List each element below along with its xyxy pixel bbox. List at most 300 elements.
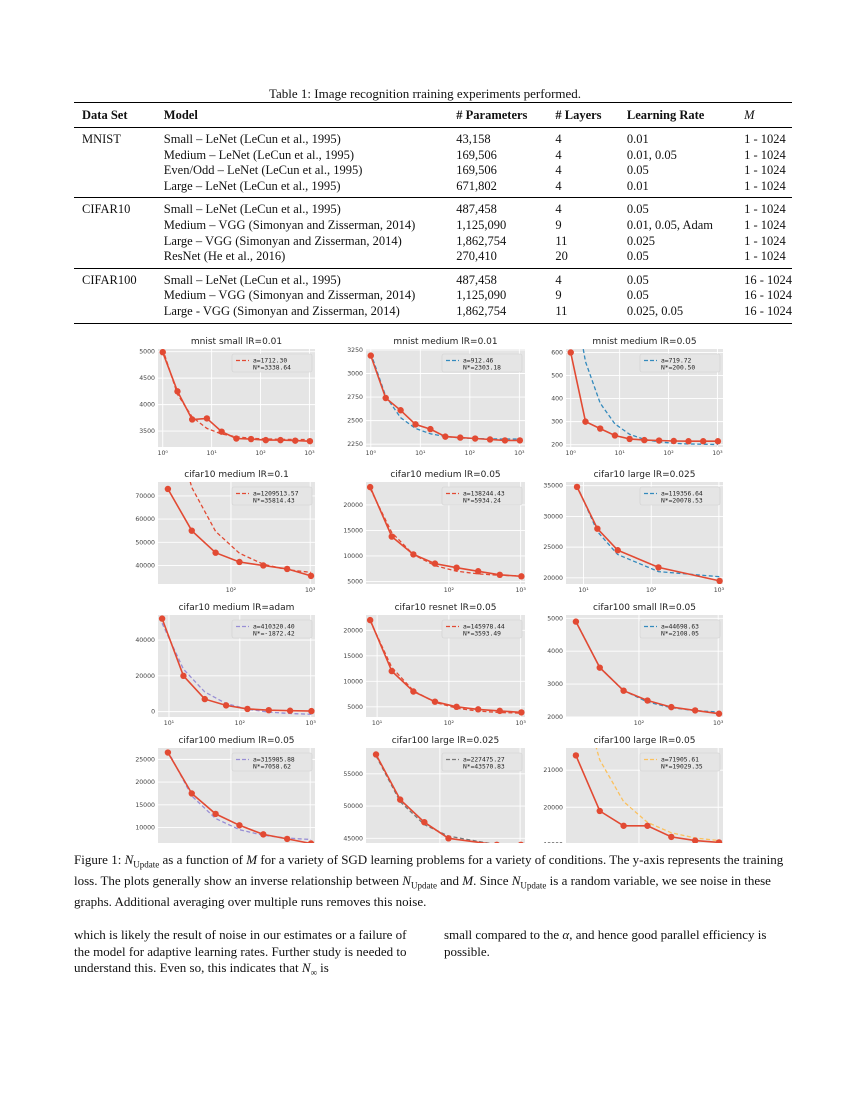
plot-title: cifar10 resnet lR=0.05 bbox=[394, 603, 497, 613]
data-point bbox=[671, 438, 677, 444]
data-point bbox=[432, 560, 438, 566]
y-tick-label: 15000 bbox=[135, 801, 155, 809]
y-tick-label: 4000 bbox=[139, 401, 155, 409]
table-row bbox=[74, 218, 792, 234]
table-cell: 4 bbox=[555, 163, 562, 178]
legend-label: a=912.46 bbox=[463, 357, 494, 365]
subplot bbox=[343, 470, 526, 594]
table-row bbox=[74, 198, 792, 218]
table-cell: 4 bbox=[547, 179, 619, 198]
table-cell bbox=[74, 234, 156, 250]
legend-label: a=410320.40 bbox=[253, 623, 295, 631]
data-point bbox=[236, 822, 242, 828]
data-point bbox=[277, 437, 283, 443]
legend-label: a=138244.43 bbox=[463, 490, 505, 498]
table-cell: Medium – LeNet (LeCun et al., 1995) bbox=[163, 147, 355, 162]
plot-title: cifar100 large lR=0.05 bbox=[593, 736, 696, 746]
figure-plots bbox=[0, 328, 850, 843]
table-cell: 1 - 1024 bbox=[736, 179, 792, 198]
subplot bbox=[135, 603, 316, 727]
data-point bbox=[397, 407, 403, 413]
plot-title: cifar10 medium lR=0.1 bbox=[184, 470, 289, 480]
table-cell bbox=[74, 148, 156, 164]
table-cell: 16 - 1024 bbox=[744, 288, 792, 303]
data-point bbox=[248, 436, 254, 442]
data-point bbox=[223, 702, 229, 708]
data-point bbox=[644, 697, 650, 703]
col-header-model: Model bbox=[156, 103, 448, 128]
x-tick-label: 10² bbox=[464, 450, 476, 457]
y-tick-label: 300 bbox=[551, 418, 563, 426]
data-point bbox=[655, 564, 661, 570]
table-cell: 487,458 bbox=[456, 202, 497, 217]
table-cell: 1 - 1024 bbox=[744, 217, 786, 232]
table-cell: 671,802 bbox=[448, 179, 547, 198]
y-tick-label: 60000 bbox=[135, 516, 155, 524]
subplot bbox=[135, 736, 316, 843]
y-tick-label: 50000 bbox=[343, 803, 363, 811]
data-point bbox=[308, 708, 314, 714]
legend-label: N*=5934.24 bbox=[463, 497, 501, 505]
data-point bbox=[656, 437, 662, 443]
table-cell: 11 bbox=[555, 233, 568, 248]
data-point bbox=[212, 811, 218, 817]
y-tick-label: 15000 bbox=[343, 652, 363, 660]
experiments-table bbox=[74, 102, 792, 324]
col-header-dataset: Data Set bbox=[74, 103, 156, 128]
x-tick-label: 10⁰ bbox=[157, 450, 168, 457]
data-point bbox=[517, 437, 523, 443]
legend-label: a=315985.88 bbox=[253, 756, 295, 764]
data-point bbox=[620, 823, 626, 829]
data-point bbox=[497, 708, 503, 714]
y-tick-label: 25000 bbox=[135, 756, 155, 764]
y-tick-label: 20000 bbox=[543, 574, 563, 582]
y-tick-label: 45000 bbox=[343, 835, 363, 843]
data-point bbox=[685, 438, 691, 444]
legend-label: N*=200.50 bbox=[661, 364, 696, 372]
data-point bbox=[260, 831, 266, 837]
data-point bbox=[612, 432, 618, 438]
y-tick-label: 10000 bbox=[343, 552, 363, 560]
table-cell: 16 - 1024 bbox=[744, 272, 792, 287]
data-point bbox=[367, 484, 373, 490]
subplot bbox=[547, 603, 724, 727]
y-tick-label: 30000 bbox=[543, 513, 563, 521]
data-point bbox=[715, 438, 721, 444]
data-point bbox=[716, 578, 722, 584]
y-tick-label: 5000 bbox=[139, 348, 155, 356]
data-point bbox=[432, 699, 438, 705]
x-tick-label: 10¹ bbox=[415, 450, 426, 457]
data-point bbox=[284, 836, 290, 842]
table-cell: 1 - 1024 bbox=[744, 147, 786, 162]
data-point bbox=[236, 559, 242, 565]
y-tick-label: 2000 bbox=[547, 714, 563, 721]
x-tick-label: 10³ bbox=[712, 450, 723, 457]
data-point bbox=[367, 617, 373, 623]
data-point bbox=[475, 568, 481, 574]
table-cell bbox=[74, 249, 156, 268]
y-tick-label: 10000 bbox=[135, 824, 155, 832]
data-point bbox=[165, 749, 171, 755]
y-tick-label: 20000 bbox=[135, 779, 155, 787]
y-tick-label bbox=[543, 841, 563, 843]
data-point bbox=[518, 573, 524, 579]
y-tick-label: 20000 bbox=[343, 627, 363, 635]
data-point bbox=[421, 819, 427, 825]
table-cell: Medium – VGG (Simonyan and Zisserman, 2014) bbox=[163, 217, 416, 232]
y-tick-label: 2500 bbox=[347, 417, 363, 425]
x-tick-label: 10¹ bbox=[614, 450, 625, 457]
x-tick-label: 10² bbox=[234, 720, 246, 727]
data-point bbox=[218, 428, 224, 434]
y-tick-label: 500 bbox=[551, 372, 563, 380]
table-cell: 1 - 1024 bbox=[744, 202, 786, 217]
data-point bbox=[389, 668, 395, 674]
table-cell: 1 - 1024 bbox=[744, 163, 786, 178]
table-cell: 487,458 bbox=[456, 272, 497, 287]
table-row bbox=[74, 249, 792, 268]
x-tick-label: 10² bbox=[255, 450, 266, 457]
table-cell: Large – VGG (Simonyan and Zisserman, 2014) bbox=[163, 233, 402, 248]
table-cell: 9 bbox=[555, 217, 562, 232]
x-tick-label: 10² bbox=[646, 587, 657, 594]
x-tick-label: 10² bbox=[225, 587, 237, 594]
data-point bbox=[180, 673, 186, 679]
col-header-params: # Parameters bbox=[448, 103, 547, 128]
x-tick-label: 10² bbox=[663, 450, 674, 457]
subplot bbox=[139, 337, 315, 457]
legend-label: a=71905.61 bbox=[661, 756, 699, 764]
data-point bbox=[692, 707, 698, 713]
table-cell: Even/Odd – LeNet (LeCun et al., 1995) bbox=[163, 163, 363, 178]
data-point bbox=[412, 421, 418, 427]
x-tick-label: 10² bbox=[443, 587, 455, 594]
data-point bbox=[189, 790, 195, 796]
y-tick-label: 10000 bbox=[343, 678, 363, 686]
table-cell: 0.05 bbox=[619, 249, 736, 268]
data-point bbox=[263, 437, 269, 443]
data-point bbox=[383, 395, 389, 401]
data-point bbox=[189, 416, 195, 422]
data-point bbox=[573, 752, 579, 758]
table-cell: ResNet (He et al., 2016) bbox=[156, 249, 448, 268]
legend-label: N*=-1872.42 bbox=[253, 630, 295, 638]
table-cell: 16 - 1024 bbox=[736, 304, 792, 323]
table-cell: 11 bbox=[547, 304, 619, 323]
data-point bbox=[487, 436, 493, 442]
y-tick-label: 50000 bbox=[135, 539, 155, 547]
y-tick-label: 3000 bbox=[547, 681, 563, 689]
y-tick-label: 40000 bbox=[135, 562, 155, 570]
x-tick-label: 10³ bbox=[515, 587, 526, 594]
x-tick-label: 10¹ bbox=[578, 587, 589, 594]
table-cell: 0.025 bbox=[626, 233, 656, 248]
table-cell: Small – LeNet (LeCun et al., 1995) bbox=[163, 132, 341, 146]
plot-title: mnist small lR=0.01 bbox=[190, 337, 283, 347]
table-cell: 1 - 1024 bbox=[744, 233, 786, 248]
table-cell: Large - VGG (Simonyan and Zisserman, 2014) bbox=[156, 304, 448, 323]
col-header-m: M bbox=[736, 103, 792, 128]
legend-label: N*=2108.05 bbox=[661, 630, 699, 638]
y-tick-label: 400 bbox=[551, 395, 563, 403]
table-cell: Large – LeNet (LeCun et al., 1995) bbox=[156, 179, 448, 198]
x-tick-label: 10⁰ bbox=[365, 450, 376, 457]
x-tick-label: 10³ bbox=[514, 450, 525, 457]
table-cell: 169,506 bbox=[456, 147, 497, 162]
data-point bbox=[597, 425, 603, 431]
table-cell bbox=[74, 304, 156, 323]
x-tick-label: 10² bbox=[633, 720, 645, 727]
table-cell: Small – LeNet (LeCun et al., 1995) bbox=[163, 272, 341, 287]
table-cell: 43,158 bbox=[456, 132, 491, 146]
body-text-left: which is likely the result of noise in our estimates or a failure of the model for adaptive learning rates. Further study is needed to understand this. Even so, this indicates that $N_\infty$ is bbox=[74, 927, 407, 978]
table-row bbox=[74, 163, 792, 179]
table-cell: 4 bbox=[555, 132, 562, 146]
data-point bbox=[165, 486, 171, 492]
plot-title: mnist medium lR=0.05 bbox=[592, 337, 697, 347]
data-point bbox=[204, 415, 210, 421]
table-cell: MNIST bbox=[82, 132, 121, 146]
data-point bbox=[174, 388, 180, 394]
table-cell: Medium – VGG (Simonyan and Zisserman, 2014) bbox=[163, 288, 416, 303]
table-row bbox=[74, 148, 792, 164]
subplot bbox=[343, 603, 526, 727]
y-tick-label: 40000 bbox=[135, 637, 155, 645]
table-cell: 4 bbox=[555, 272, 562, 287]
data-point bbox=[597, 664, 603, 670]
table-cell: 1,862,754 bbox=[456, 233, 507, 248]
y-tick-label: 20000 bbox=[543, 804, 563, 812]
data-point bbox=[202, 696, 208, 702]
data-point bbox=[475, 706, 481, 712]
y-tick-label: 2250 bbox=[347, 441, 363, 449]
table-cell: 1 - 1024 bbox=[736, 249, 792, 268]
y-tick-label: 70000 bbox=[135, 492, 155, 500]
table-cell bbox=[74, 179, 156, 198]
y-tick-label: 2750 bbox=[347, 394, 363, 402]
legend-label: N*=7058.62 bbox=[253, 763, 291, 771]
y-tick-label: 35000 bbox=[543, 482, 563, 490]
table-cell bbox=[74, 218, 156, 234]
data-point bbox=[410, 551, 416, 557]
legend-label: a=1209513.57 bbox=[253, 490, 299, 498]
y-tick-label: 5000 bbox=[347, 703, 363, 711]
data-point bbox=[574, 484, 580, 490]
table-cell: 0.01 bbox=[626, 132, 649, 146]
body-text-right: small compared to the α, and hence good parallel efficiency is possible. bbox=[444, 927, 767, 959]
data-point bbox=[641, 437, 647, 443]
plot-title: cifar10 medium lR=adam bbox=[178, 603, 295, 613]
data-point bbox=[497, 572, 503, 578]
data-point bbox=[597, 808, 603, 814]
y-tick-label: 5000 bbox=[547, 615, 563, 623]
table-cell: 169,506 bbox=[456, 163, 497, 178]
col-header-lr: Learning Rate bbox=[619, 103, 736, 128]
data-point bbox=[212, 550, 218, 556]
x-tick-label: 10⁰ bbox=[565, 450, 576, 457]
table-cell: 0.01, 0.05, Adam bbox=[626, 217, 714, 232]
y-tick-label: 0 bbox=[151, 708, 155, 716]
table-cell: 0.05 bbox=[626, 163, 649, 178]
table-cell: 1 - 1024 bbox=[744, 132, 786, 146]
table-cell: 1,862,754 bbox=[448, 304, 547, 323]
table-cell: CIFAR100 bbox=[82, 272, 137, 287]
plot-title: cifar100 small lR=0.05 bbox=[592, 603, 697, 613]
plot-title: mnist medium lR=0.01 bbox=[393, 337, 498, 347]
x-tick-label: 10¹ bbox=[371, 720, 383, 727]
data-point bbox=[582, 418, 588, 424]
data-point bbox=[472, 435, 478, 441]
data-point bbox=[244, 706, 250, 712]
legend-label: a=145978.44 bbox=[463, 623, 505, 631]
table-row bbox=[74, 179, 792, 198]
data-point bbox=[307, 438, 313, 444]
y-tick-label: 4500 bbox=[139, 375, 155, 383]
table-cell: 0.01, 0.05 bbox=[626, 147, 677, 162]
legend-label: N*=3593.49 bbox=[463, 630, 501, 638]
subplot bbox=[347, 337, 525, 457]
data-point bbox=[287, 708, 293, 714]
plot-title: cifar100 large lR=0.025 bbox=[391, 736, 500, 746]
table-row bbox=[74, 234, 792, 250]
legend-label: N*=2303.18 bbox=[463, 364, 501, 372]
col-header-layers: # Layers bbox=[547, 103, 619, 128]
x-tick-label: 10³ bbox=[713, 720, 724, 727]
data-point bbox=[410, 688, 416, 694]
data-point bbox=[716, 711, 722, 717]
y-tick-label: 4000 bbox=[547, 648, 563, 656]
data-point bbox=[453, 564, 459, 570]
legend-label: N*=19029.35 bbox=[661, 763, 703, 771]
data-point bbox=[644, 823, 650, 829]
x-tick-label: 10² bbox=[443, 720, 455, 727]
legend-label: a=119356.64 bbox=[661, 490, 703, 498]
data-point bbox=[502, 437, 508, 443]
table-cell: 4 bbox=[555, 147, 562, 162]
y-tick-label: 3250 bbox=[347, 346, 363, 354]
subplot bbox=[543, 470, 724, 594]
table-row bbox=[74, 128, 792, 148]
table-cell: 4 bbox=[555, 202, 562, 217]
data-point bbox=[368, 352, 374, 358]
table-cell: 270,410 bbox=[448, 249, 547, 268]
data-point bbox=[453, 704, 459, 710]
table-row bbox=[74, 288, 792, 304]
legend-label: a=719.72 bbox=[661, 357, 692, 365]
y-tick-label: 21000 bbox=[543, 767, 563, 775]
data-point bbox=[518, 709, 524, 715]
y-tick-label: 20000 bbox=[343, 501, 363, 509]
y-tick-label: 3000 bbox=[347, 370, 363, 378]
x-tick-label: 10¹ bbox=[163, 720, 175, 727]
data-point bbox=[668, 834, 674, 840]
legend-label: N*=35814.43 bbox=[253, 497, 295, 505]
table-cell: 1,125,090 bbox=[456, 217, 507, 232]
table-cell: 0.05 bbox=[626, 288, 649, 303]
data-point bbox=[573, 618, 579, 624]
y-tick-label: 25000 bbox=[543, 544, 563, 552]
table-cell: 0.05 bbox=[626, 202, 649, 217]
data-point bbox=[189, 527, 195, 533]
data-point bbox=[160, 349, 166, 355]
table-row bbox=[74, 304, 792, 323]
data-point bbox=[266, 707, 272, 713]
table-cell: 0.025, 0.05 bbox=[619, 304, 736, 323]
table-cell bbox=[74, 288, 156, 304]
legend-label: a=44698.63 bbox=[661, 623, 699, 631]
legend-label: N*=20078.53 bbox=[661, 497, 703, 505]
data-point bbox=[284, 566, 290, 572]
data-point bbox=[445, 835, 451, 841]
legend-label: a=227475.27 bbox=[463, 756, 505, 764]
data-point bbox=[615, 547, 621, 553]
figure-caption: Figure 1: $N_{Update}$ as a function of M for a variety of SGD learning problems for a variety of conditions. The y-axis represents the training loss. The plots generally show an inverse relationship between $N_{Update}$ and M. Since $N_{Update}$ is a random variable, we see noise in these graphs. Additional averaging over multiple runs removes this noise. bbox=[74, 852, 784, 910]
legend-label: N*=3338.64 bbox=[253, 364, 291, 372]
x-tick-label: 10³ bbox=[713, 587, 725, 594]
x-tick-label: 10³ bbox=[304, 450, 315, 457]
data-point bbox=[397, 796, 403, 802]
legend-label: N*=43570.83 bbox=[463, 763, 505, 771]
data-point bbox=[457, 434, 463, 440]
plot-title: cifar100 medium lR=0.05 bbox=[178, 736, 295, 746]
data-point bbox=[373, 751, 379, 757]
data-point bbox=[620, 687, 626, 693]
table-cell: 0.01 bbox=[619, 179, 736, 198]
x-tick-label: 10³ bbox=[305, 587, 316, 594]
subplot bbox=[343, 736, 526, 843]
data-point bbox=[308, 573, 314, 579]
data-point bbox=[594, 525, 600, 531]
table-cell: CIFAR10 bbox=[82, 202, 131, 217]
table-cell: 1,125,090 bbox=[456, 288, 507, 303]
y-tick-label: 15000 bbox=[343, 527, 363, 535]
data-point bbox=[442, 433, 448, 439]
table-cell: 9 bbox=[555, 288, 562, 303]
data-point bbox=[389, 533, 395, 539]
plot-title: cifar10 large lR=0.025 bbox=[593, 470, 696, 480]
data-point bbox=[233, 435, 239, 441]
table-cell bbox=[74, 163, 156, 179]
subplot bbox=[551, 328, 723, 457]
data-point bbox=[700, 438, 706, 444]
x-tick-label: 10¹ bbox=[206, 450, 217, 457]
y-tick-label: 600 bbox=[551, 349, 563, 357]
data-point bbox=[292, 437, 298, 443]
legend-label: a=1712.30 bbox=[253, 357, 288, 365]
y-tick-label: 5000 bbox=[347, 578, 363, 586]
table-cell: 0.05 bbox=[626, 272, 649, 287]
plot-title: cifar10 medium lR=0.05 bbox=[390, 470, 501, 480]
x-tick-label: 10³ bbox=[305, 720, 316, 727]
y-tick-label: 200 bbox=[551, 441, 563, 449]
data-point bbox=[568, 349, 574, 355]
table-caption: Table 1: Image recognition rraining experiments performed. bbox=[268, 86, 582, 101]
data-point bbox=[668, 704, 674, 710]
y-tick-label: 3500 bbox=[139, 428, 155, 436]
table-cell: Small – LeNet (LeCun et al., 1995) bbox=[163, 202, 341, 217]
table-cell: 20 bbox=[547, 249, 619, 268]
data-point bbox=[427, 426, 433, 432]
x-tick-label: 10³ bbox=[515, 720, 526, 727]
y-tick-label: 55000 bbox=[343, 770, 363, 778]
data-point bbox=[159, 615, 165, 621]
data-point bbox=[626, 436, 632, 442]
data-point bbox=[260, 562, 266, 568]
table-row bbox=[74, 268, 792, 288]
y-tick-label: 20000 bbox=[135, 672, 155, 680]
